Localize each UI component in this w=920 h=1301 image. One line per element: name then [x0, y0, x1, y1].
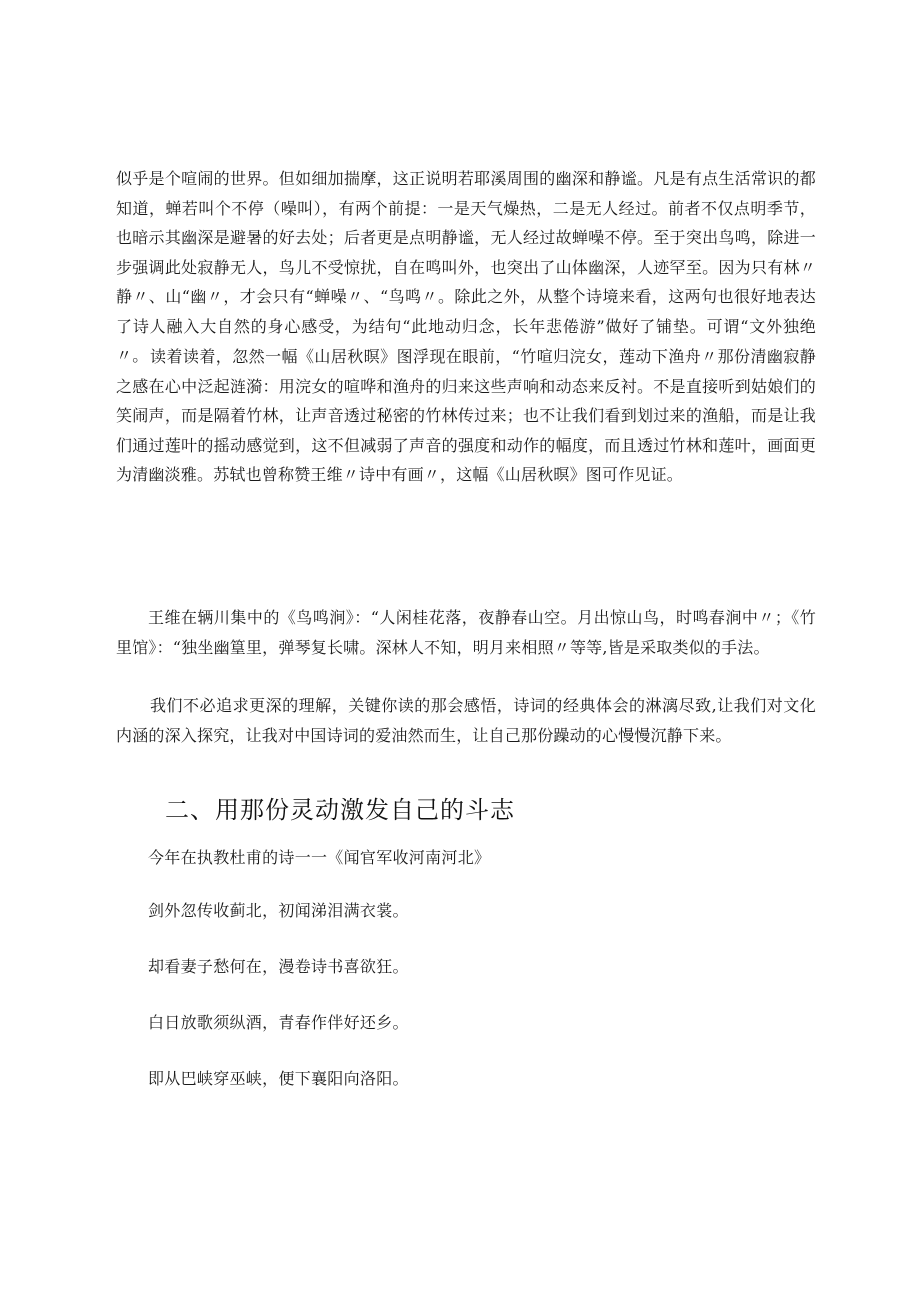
body-paragraph: 我们不必追求更深的理解，关键你读的那会感悟，诗词的经典体会的淋漓尽致,让我们对文化内涵的深入探究，让我对中国诗词的爱油然而生，让自己那份躁动的心慢慢沉静下来。	[116, 696, 816, 745]
body-paragraph: 王维在辆川集中的《鸟鸣涧》：“人闲桂花落，夜静春山空。月出惊山鸟，时鸣春涧中〃；《竹里馆》：“独坐幽篁里，弹琴复长啸。深林人不知，明月来相照〃等等,皆是采取类似的手法。	[116, 608, 816, 657]
body-paragraph: 读着读着，忽然一幅《山居秋暝》图浮现在眼前，“竹喧归浣女，莲动下渔舟〃那份清幽寂静之感在心中泛起涟漪：用浣女的喧哗和渔舟的归来这些声响和动态来反衬。不是直接听到姑娘们的笑闹声，而是隔着竹林，让声音透过秘密的竹林传过来；也不让我们看到划过来的渔船，而是让我们通过莲叶的摇动感觉到，这不但减弱了声音的强度和动作的幅度，而且透过竹林和莲叶，画面更为清幽淡雅。苏轼也曾称赞王维〃诗中有画〃，这幅《山居秋暝》图可作见证。	[116, 347, 816, 484]
poem-intro-line: 今年在执教杜甫的诗一一《闻官军收河南河北》	[148, 848, 491, 867]
poem-line: 白日放歌须纵酒，青春作伴好还乡。	[148, 1013, 409, 1032]
section-heading: 二、用那份灵动激发自己的斗志	[165, 796, 515, 824]
poem-line: 剑外忽传收蓟北，初闻涕泪满衣裳。	[148, 901, 409, 920]
poem-line: 却看妻子愁何在，漫卷诗书喜欲狂。	[148, 957, 409, 976]
poem-line: 即从巴峡穿巫峡，便下襄阳向洛阳。	[148, 1069, 409, 1088]
body-paragraph: 似乎是个喧闹的世界。但如细加揣摩，这正说明若耶溪周围的幽深和静谧。凡是有点生活常识的都知道，蝉若叫个不停（噪叫），有两个前提：一是天气燥热，二是无人经过。前者不仅点明季节，也暗示其幽深是避暑的好去处；后者更是点明静谧，无人经过故蝉噪不停。至于突出鸟鸣，除进一步强调此处寂静无人，鸟儿不受惊扰，自在鸣叫外，也突出了山体幽深，人迹罕至。因为只有林〃静〃、山“幽〃，才会只有“蝉噪〃、“鸟鸣〃。除此之外，从整个诗境来看，这两句也很好地表达了诗人融入大自然的身心感受，为结句“此地动归念，长年悲倦游”做好了铺垫。可谓“文外独绝〃。	[116, 169, 816, 365]
